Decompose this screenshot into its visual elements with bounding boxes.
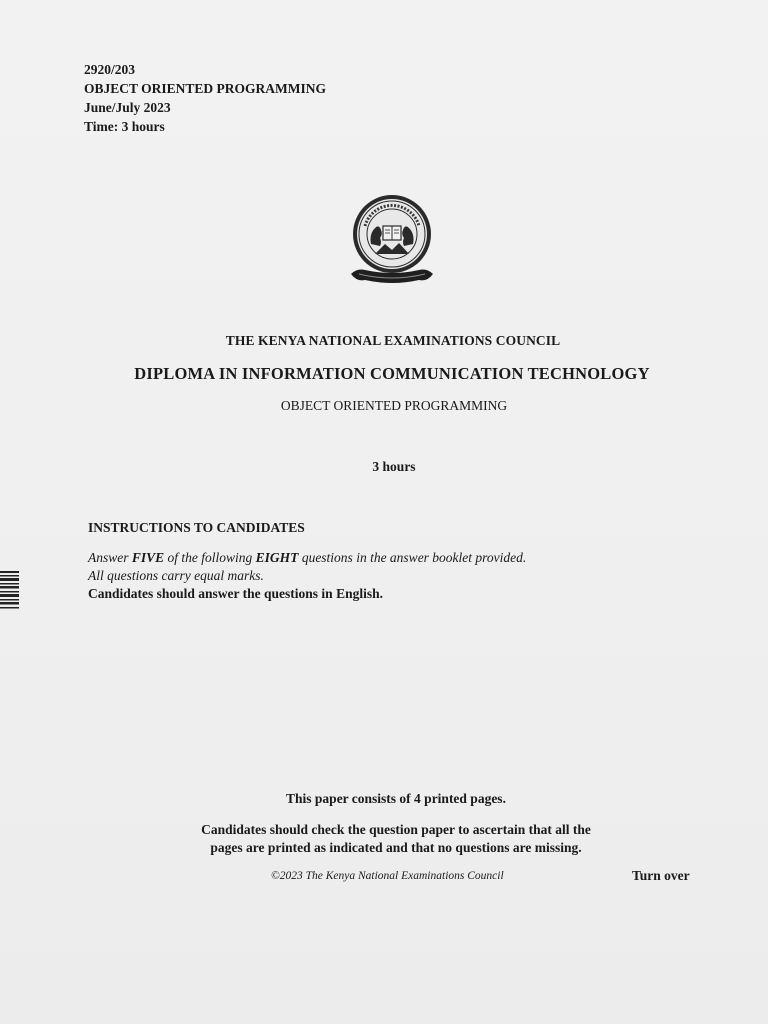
check-pages-note [0,821,768,857]
instructions-heading: INSTRUCTIONS TO CANDIDATES [88,520,305,535]
copyright-notice: ©2023 The Kenya National Examinations Council [271,870,504,882]
instruction-language: Candidates should answer the questions in English. [88,586,383,601]
instruction-emphasis: EIGHT [255,550,299,565]
check-note-line: pages are printed as indicated and that no questions are missing. [210,840,582,855]
page-count-note: This paper consists of 4 printed pages. [286,791,506,806]
barcode-icon [0,571,19,611]
turn-over-label: Turn over [632,868,690,883]
exam-session: June/July 2023 [84,100,171,115]
instruction-equal-marks: All questions carry equal marks. [88,568,264,583]
instructions-section [88,519,526,603]
instruction-text: Answer [88,550,132,565]
paper-header [84,60,326,136]
paper-title: OBJECT ORIENTED PROGRAMMING [280,398,508,413]
paper-code: 2920/203 [84,62,136,77]
check-note-line: Candidates should check the question paper to ascertain that all the [201,822,591,837]
council-name: THE KENYA NATIONAL EXAMINATIONS COUNCIL [225,333,561,348]
instruction-text: questions in the answer booklet provided. [298,550,527,565]
programme-title: DIPLOMA IN INFORMATION COMMUNICATION TECHNOLOGY [134,364,650,383]
instruction-answer-five [88,549,526,567]
paper-duration: 3 hours [372,459,416,474]
paper-subject: OBJECT ORIENTED PROGRAMMING [84,81,327,96]
instruction-text: of the following [164,550,256,565]
knec-crest-icon [349,194,437,290]
exam-time: Time: 3 hours [84,119,165,134]
instruction-emphasis: FIVE [131,550,165,565]
